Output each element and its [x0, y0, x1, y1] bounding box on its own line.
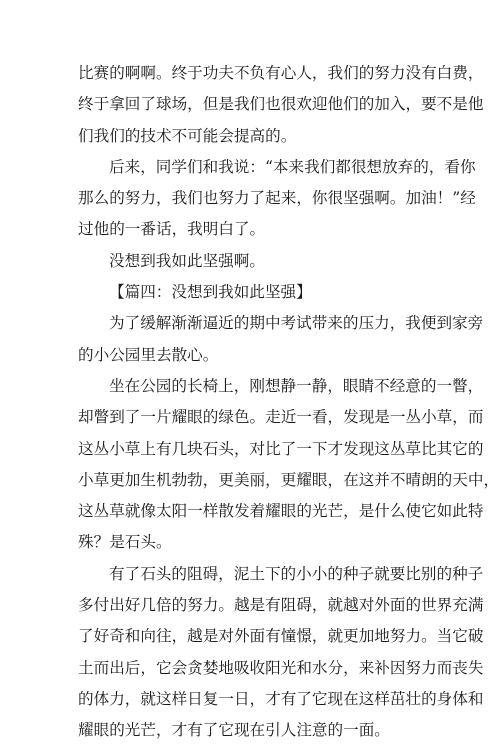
text-line: 们我们的技术不可能会提高的。	[78, 126, 297, 145]
text-line: 比赛的啊啊。终于功夫不负有心人，我们的努力没有白费，	[78, 64, 484, 82]
text-line: 殊？是石头。	[78, 533, 172, 552]
text-line: 耀眼的光芒，才有了它现在引人注意的一面。	[78, 721, 390, 740]
text-line: 了好奇和向往，越是对外面有憧憬，就更加地努力。当它破	[78, 627, 484, 646]
text-line: 终于拿回了球场，但是我们也很欢迎他们的加入，要不是他	[78, 95, 484, 114]
paragraph	[78, 58, 484, 152]
text-line: 却瞥到了一片耀眼的绿色。走近一看，发现是一丛小草，而	[78, 408, 484, 427]
text-line: 的小公园里去散心。	[78, 345, 219, 364]
paragraph	[78, 152, 476, 246]
text-line: 这丛小草上有几块石头，对比了一下才发现这丛草比其它的	[78, 439, 484, 458]
text-line: 没想到我如此坚强啊。	[109, 251, 265, 270]
text-line: 为了缓解渐渐逼近的期中考试带来的压力，我便到家旁	[109, 314, 484, 333]
text-line: 有了石头的阻碍，泥土下的小小的种子就要比别的种子	[109, 564, 484, 583]
text-line: 的体力，就这样日复一日，才有了它现在这样茁壮的身体和	[78, 689, 484, 708]
paragraph	[78, 559, 484, 747]
text-line: 这丛草就像太阳一样散发着耀眼的光芒，是什么使它如此特	[78, 502, 484, 521]
text-line: 多付出好几倍的努力。越是有阻碍，就越对外面的世界充满	[78, 596, 484, 615]
text-line: 坐在公园的长椅上，刚想静一静，眼睛不经意的一瞥，	[109, 376, 484, 395]
text-line: 土而出后，它会贪婪地吸收阳光和水分，来补因努力而丧失	[78, 658, 484, 677]
text-line: 过他的一番话，我明白了。	[78, 220, 266, 239]
text-line: 那么的努力，我们也努力了起来，你很坚强啊。加油！”经	[78, 189, 476, 208]
section-heading	[78, 277, 424, 308]
text-line: 小草更加生机勃勃，更美丽，更耀眼，在这并不晴朗的天中，	[78, 470, 500, 489]
text-line: 【篇四：没想到我如此坚强】	[109, 283, 312, 302]
paragraph	[78, 308, 484, 371]
text-line: 后来，同学们和我说：“本来我们都很想放弃的，看你	[109, 157, 476, 176]
paragraph	[78, 246, 424, 277]
body-text	[78, 58, 500, 747]
paragraph	[78, 371, 500, 559]
